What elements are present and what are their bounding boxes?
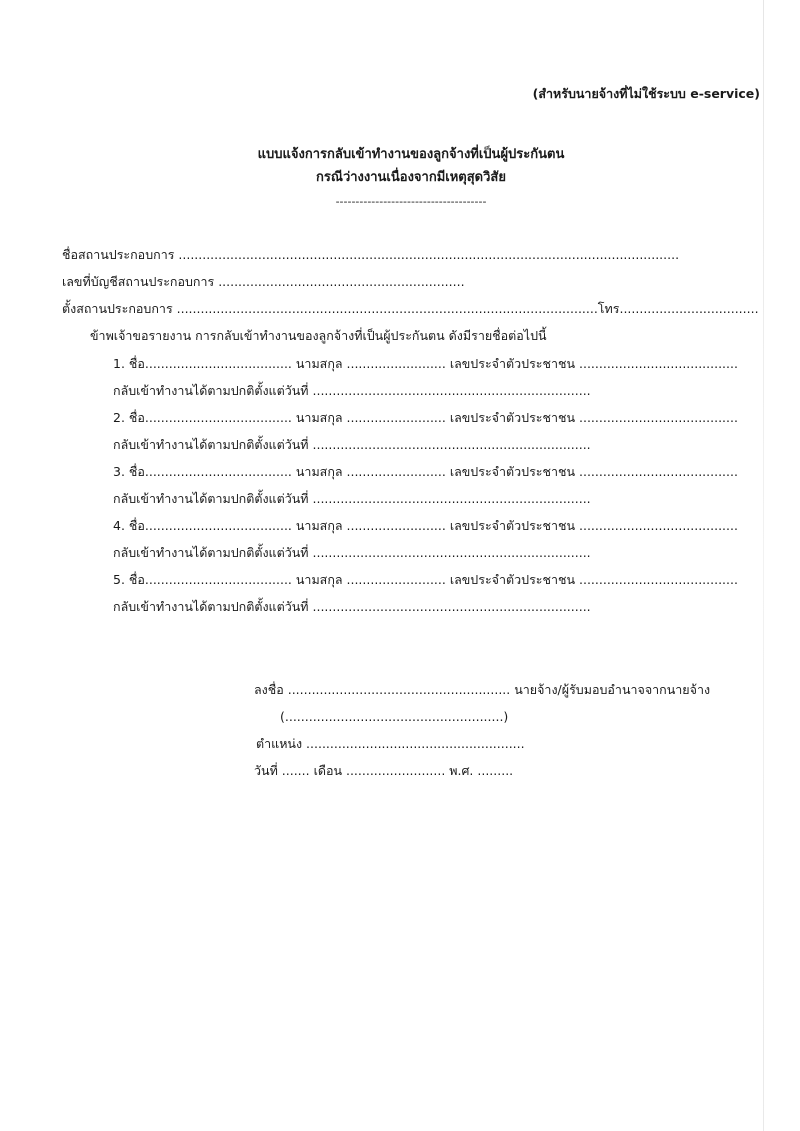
employee-5-name-field[interactable]: 5. ชื่อ..................................... นามสกุล ......................... เลขประจำตัวประชาชน ........................................ [113,572,738,587]
signature-date-field[interactable]: วันที่ ....... เดือน ......................... พ.ศ. ......... [254,763,514,778]
employee-5-return-date-field[interactable]: กลับเข้าทำงานได้ตามปกติตั้งแต่วันที่ ...................................................................... [113,599,591,614]
establishment-account-field[interactable]: เลขที่บัญชีสถานประกอบการ .............................................................. [62,274,465,289]
employee-3-return-date-field[interactable]: กลับเข้าทำงานได้ตามปกติตั้งแต่วันที่ ...................................................................... [113,491,591,506]
employee-1-return-date-field[interactable]: กลับเข้าทำงานได้ตามปกติตั้งแต่วันที่ ...................................................................... [113,383,591,398]
signature-field[interactable]: ลงชื่อ ........................................................ นายจ้าง/ผู้รับมอบอำนาจจากนายจ้าง [254,682,711,697]
employee-3-name-field[interactable]: 3. ชื่อ..................................... นามสกุล ......................... เลขประจำตัวประชาชน ........................................ [113,464,738,479]
form-title: แบบแจ้งการกลับเข้าทำงานของลูกจ้างที่เป็นผู้ประกันตน [257,147,565,162]
employee-4-name-field[interactable]: 4. ชื่อ..................................... นามสกุล ......................... เลขประจำตัวประชาชน ........................................ [113,518,738,533]
signer-position-field[interactable]: ตำแหน่ง ....................................................... [256,736,525,751]
employee-1-name-field[interactable]: 1. ชื่อ..................................... นามสกุล ......................... เลขประจำตัวประชาชน ........................................ [113,356,738,371]
report-intro: ข้าพเจ้าขอรายงาน การกลับเข้าทำงานของลูกจ้างที่เป็นผู้ประกันตน ดังมีรายชื่อต่อไปนี้ [90,328,547,343]
signer-name-field[interactable]: (.......................................................) [280,709,509,724]
employee-2-return-date-field[interactable]: กลับเข้าทำงานได้ตามปกติตั้งแต่วันที่ ...................................................................... [113,437,591,452]
form-subtitle: กรณีว่างงานเนื่องจากมีเหตุสุดวิสัย [316,170,506,185]
establishment-address-field[interactable]: ตั้งสถานประกอบการ ..........................................................................................................โทร................................... [62,301,759,316]
employee-2-name-field[interactable]: 2. ชื่อ..................................... นามสกุล ......................... เลขประจำตัวประชาชน ........................................ [113,410,738,425]
non-eservice-note: (สำหรับนายจ้างที่ไม่ใช้ระบบ e-service) [532,86,760,101]
employee-4-return-date-field[interactable]: กลับเข้าทำงานได้ตามปกติตั้งแต่วันที่ ...................................................................... [113,545,591,560]
establishment-name-field[interactable]: ชื่อสถานประกอบการ .............................................................................................................................. [62,247,680,262]
title-divider: -------------------------------------- [335,195,487,208]
